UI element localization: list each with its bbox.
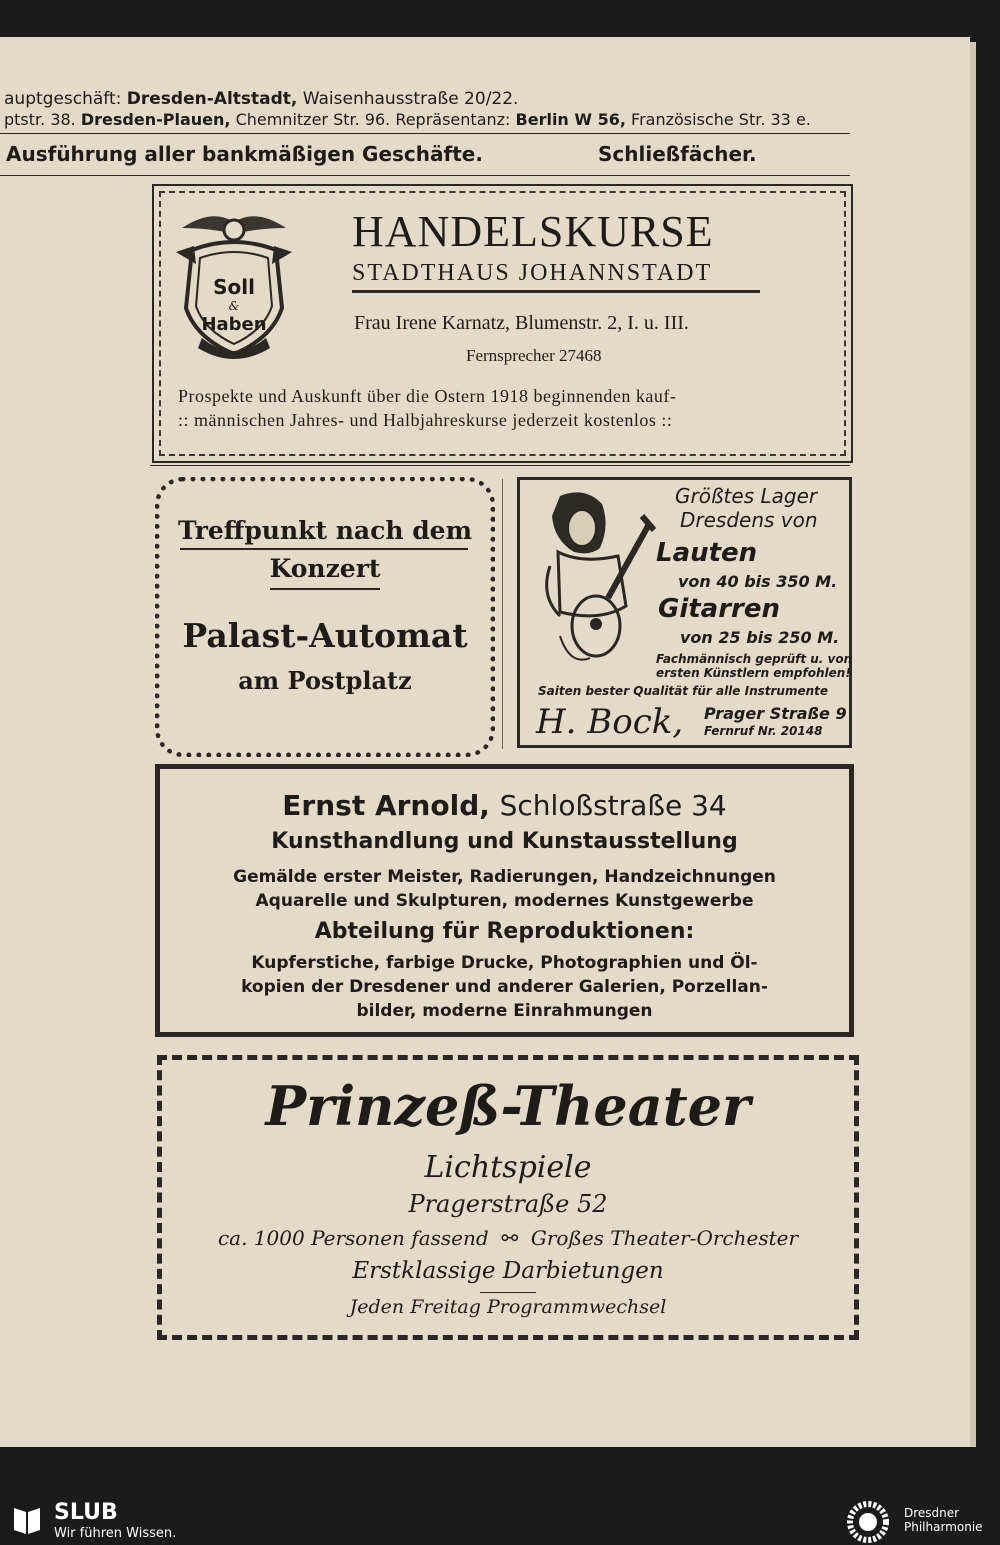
prinzess-line-5: Erstklassige Darbietungen: [352, 1258, 664, 1284]
prinzess-theater-ad: [157, 1055, 859, 1340]
bock-lauten: Lauten: [656, 538, 758, 568]
header-line-2-prefix: ptstr. 38.: [4, 110, 76, 129]
bock-gitarren: Gitarren: [658, 594, 781, 624]
footer-partner-2: Philharmonie: [904, 1520, 983, 1534]
header-line-1-city: Dresden-Altstadt,: [126, 89, 298, 109]
prinzess-line-4: [162, 1226, 854, 1250]
footer-brand: SLUB: [54, 1500, 118, 1525]
slub-logo-icon: [12, 1504, 42, 1536]
footer-bar: [0, 1496, 1000, 1545]
header-rule: [0, 133, 850, 134]
handelskurse-phone: Fernsprecher 27468: [466, 346, 602, 365]
guitar-player-illustration-icon: [530, 486, 656, 676]
arnold-line-6: Kupferstiche, farbige Drucke, Photographien und Öl-: [251, 953, 758, 973]
emblem-text-haben: Haben: [201, 314, 267, 335]
prinzess-line-6: Jeden Freitag Programmwechsel: [349, 1296, 667, 1318]
prinzess-orchestra: Großes Theater-Orchester: [530, 1226, 799, 1250]
scanned-page: [0, 37, 970, 1447]
bock-saiten: Saiten bester Qualität für alle Instrumente: [538, 684, 829, 698]
footer-partner-1: Dresdner: [904, 1506, 960, 1520]
bock-line-1: Größtes Lager: [675, 484, 818, 508]
palast-name: Palast-Automat: [182, 616, 468, 655]
prinzess-line-2: Lichtspiele: [424, 1150, 592, 1185]
handelskurse-address: Frau Irene Karnatz, Blumenstr. 2, I. u. III.: [354, 312, 689, 334]
arnold-name: Ernst Arnold,: [282, 789, 490, 822]
handelskurse-subtitle: STADTHAUS JOHANNSTADT: [352, 260, 713, 286]
prinzess-line-3: Pragerstraße 52: [408, 1190, 608, 1218]
prinzess-capacity: ca. 1000 Personen fassend: [217, 1226, 489, 1250]
footer-tagline: Wir führen Wissen.: [54, 1526, 177, 1541]
prinzess-rule: [480, 1292, 536, 1293]
ad-divider: [502, 479, 503, 749]
header-line-2-berlin: Berlin W 56,: [515, 110, 626, 129]
section-rule: [150, 465, 850, 466]
handelskurse-text-2: :: männischen Jahres- und Halbjahreskurse jederzeit kostenlos ::: [178, 410, 673, 430]
header-line-3-left: Ausführung aller bankmäßigen Geschäfte.: [6, 142, 483, 166]
handelskurse-text-1: Prospekte und Auskunft über die Ostern 1918 beginnenden kauf-: [178, 386, 677, 406]
palast-underline-1: [180, 548, 468, 550]
header-line-1-prefix: auptgeschäft:: [4, 89, 122, 109]
bock-street: Prager Straße 9: [704, 704, 847, 723]
header-line-1: [4, 89, 518, 109]
header-rule-2: [0, 175, 850, 176]
handelskurse-ad: [152, 184, 853, 463]
header-line-1-address: Waisenhausstraße 20/22.: [302, 89, 519, 109]
palast-underline-2: [270, 588, 380, 590]
handelskurse-title: HANDELSKURSE: [352, 207, 714, 256]
arnold-line-4: Aquarelle und Skulpturen, modernes Kunstgewerbe: [255, 891, 754, 911]
bock-name: H. Bock,: [536, 702, 684, 742]
palast-line-2: Konzert: [269, 554, 381, 583]
soll-haben-emblem-icon: [172, 208, 296, 364]
arnold-heading: [160, 789, 849, 822]
palast-location: am Postplatz: [238, 666, 412, 695]
arnold-line-5: Abteilung für Reproduktionen:: [314, 919, 695, 944]
ornament-icon: ⚯: [495, 1226, 525, 1250]
arnold-line-8: bilder, moderne Einrahmungen: [356, 1001, 653, 1021]
header-line-3-right: Schließfächer.: [598, 142, 757, 166]
arnold-line-7: kopien der Dresdener und anderer Galerien, Porzellan-: [241, 977, 768, 997]
bock-ad: [517, 477, 852, 748]
header-line-2-mid: Chemnitzer Str. 96. Repräsentanz:: [235, 110, 511, 129]
bock-lauten-price: von 40 bis 350 M.: [678, 572, 838, 591]
handelskurse-underline: [352, 290, 760, 293]
arnold-line-2: Kunsthandlung und Kunstausstellung: [271, 829, 738, 854]
header-line-2-branch: Dresden-Plauen,: [80, 110, 231, 129]
bock-note-1: Fachmännisch geprüft u. von: [656, 652, 853, 666]
philharmonie-logo-icon: [842, 1500, 894, 1544]
page-edge: [970, 42, 976, 1447]
arnold-line-3: Gemälde erster Meister, Radierungen, Handzeichnungen: [233, 867, 776, 887]
arnold-street: Schloßstraße 34: [499, 789, 727, 822]
bock-gitarren-price: von 25 bis 250 M.: [680, 628, 840, 647]
bock-note-2: ersten Künstlern empfohlen!: [656, 666, 851, 680]
emblem-text-and: &: [228, 299, 240, 313]
prinzess-title: Prinzeß-Theater: [265, 1074, 751, 1138]
palast-line-1: Treffpunkt nach dem: [177, 516, 473, 545]
header-line-2-address: Französische Str. 33 e.: [631, 110, 811, 129]
arnold-ad: [155, 764, 854, 1037]
bock-line-2: Dresdens von: [680, 508, 818, 532]
emblem-text-soll: Soll: [213, 275, 255, 299]
header-line-2: [4, 110, 811, 129]
palast-automat-ad: [155, 477, 495, 757]
bock-phone: Fernruf Nr. 20148: [704, 724, 823, 738]
